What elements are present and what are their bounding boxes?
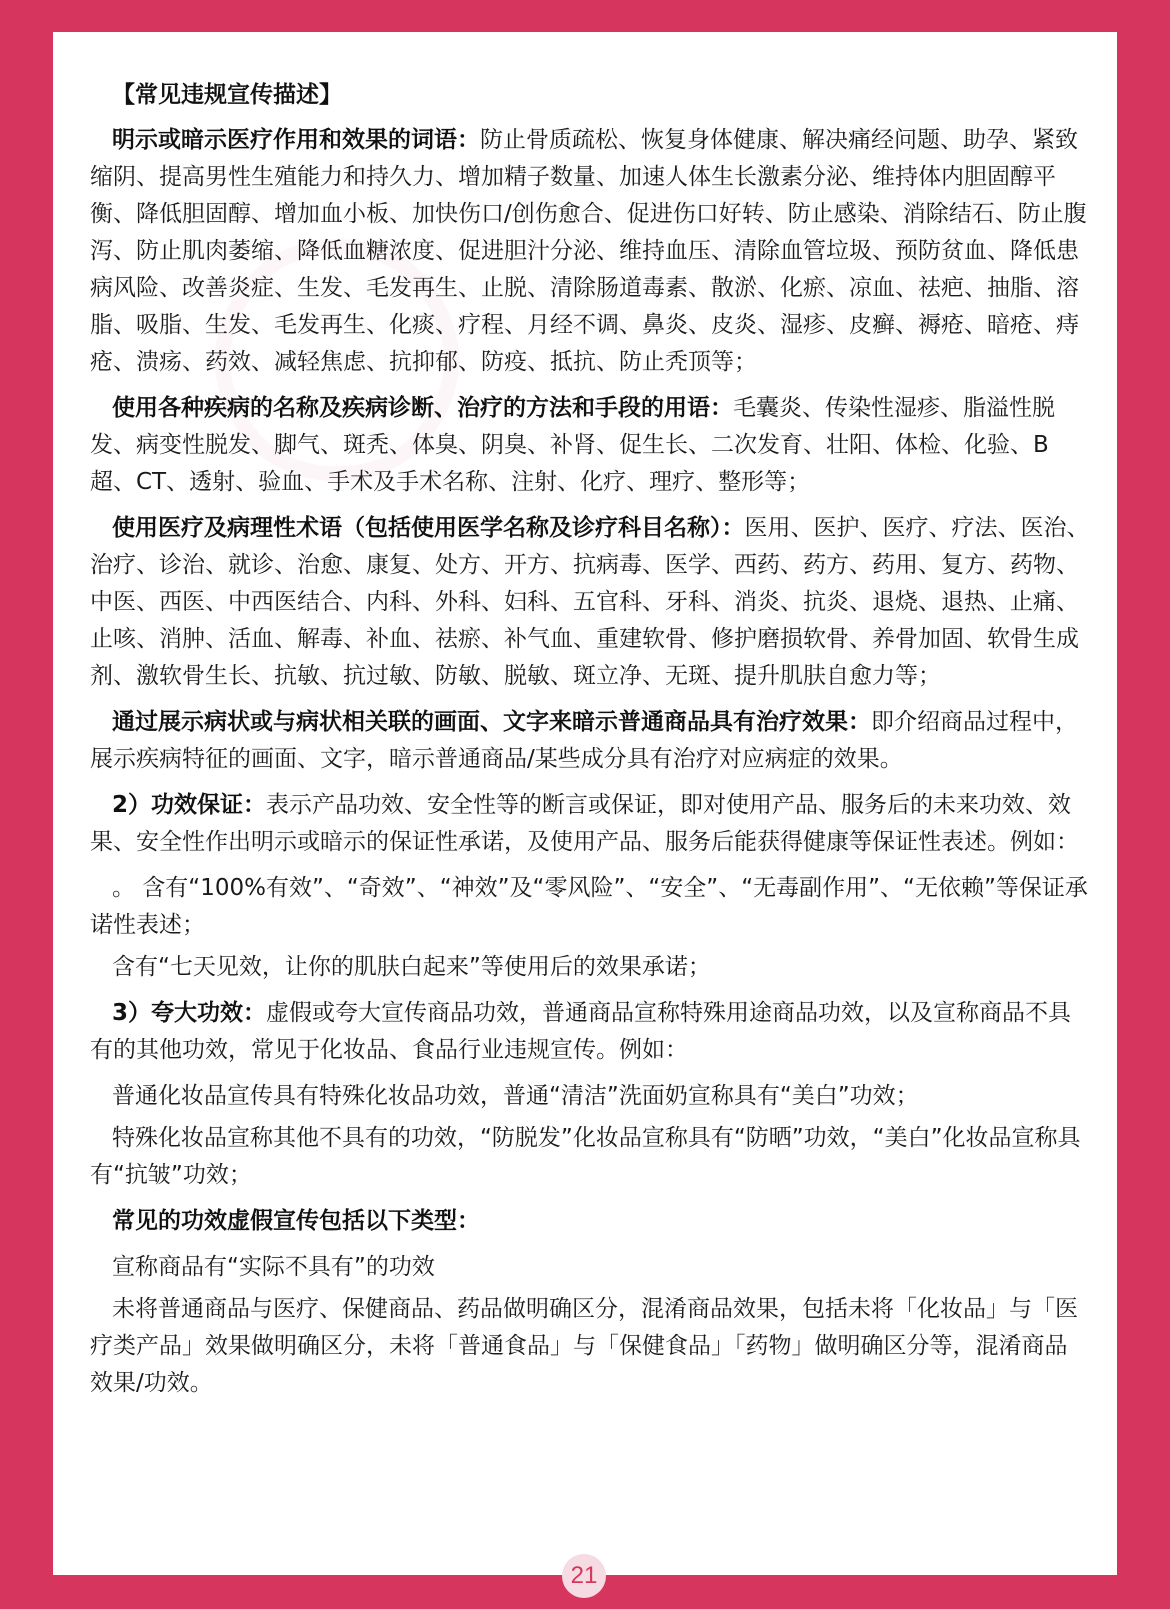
paragraph-disease-terms: 使用各种疾病的名称及疾病诊断、治疗的方法和手段的用语：毛囊炎、传染性湿疹、脂溢性脱发、病变性脱发、脚气、斑秃、体臭、阴臭、补肾、促生长、二次发育、壮阳、体检、化验、B超、CT、透射、验血、手术及手术名称、注射、化疗、理疗、整形等； xyxy=(90,395,1055,495)
example-guarantee-2: 含有“七天见效，让你的肌肤白起来”等使用后的效果承诺； xyxy=(112,954,711,980)
type-item-1: 宣称商品有“实际不具有”的功效 xyxy=(112,1254,435,1280)
types-heading: 常见的功效虚假宣传包括以下类型： xyxy=(112,1208,480,1234)
paragraph-medical-terminology: 使用医疗及病理性术语（包括使用医学名称及诊疗科目名称）：医用、医护、医疗、疗法、医治、治疗、诊治、就诊、治愈、康复、处方、开方、抗病毒、医学、西药、药方、药用、复方、药物、中医、西医、中西医结合、内科、外科、妇科、五官科、牙科、消炎、抗炎、退烧、退热、止痛、止咳、消肿、活血、解毒、补血、祛瘀、补气血、重建软骨、修护磨损软骨、养骨加固、软骨生成剂、激软骨生长、抗敏、抗过敏、防敏、脱敏、斑立净、无斑、提升肌肤自愈力等； xyxy=(90,515,1090,689)
page-number: 21 xyxy=(562,1554,606,1598)
paragraph-exaggerated-efficacy: 3）夸大功效：虚假或夸大宣传商品功效，普通商品宣称特殊用途商品功效，以及宣称商品不具有的其他功效，常见于化妆品、食品行业违规宣传。例如： xyxy=(90,1000,1072,1063)
paragraph-symptom-display: 通过展示病状或与病状相关联的画面、文字来暗示普通商品具有治疗效果：即介绍商品过程中，展示疾病特征的画面、文字，暗示普通商品/某些成分具有治疗对应病症的效果。 xyxy=(90,709,1078,772)
paragraph-efficacy-guarantee: 2）功效保证：表示产品功效、安全性等的断言或保证，即对使用产品、服务后的未来功效、效果、安全性作出明示或暗示的保证性承诺，及使用产品、服务后能获得健康等保证性表述。例如： xyxy=(90,792,1079,855)
document-page xyxy=(53,32,1117,1575)
paragraph-medical-effects: 明示或暗示医疗作用和效果的词语：防止骨质疏松、恢复身体健康、解决痛经问题、助孕、紧致缩阴、提高男性生殖能力和持久力、增加精子数量、加速人体生长激素分泌、维持体内胆固醇平衡、降低胆固醇、增加血小板、加快伤口/创伤愈合、促进伤口好转、防止感染、消除结石、防止腹泻、防止肌肉萎缩、降低血糖浓度、促进胆汁分泌、维持血压、清除血管垃圾、预防贫血、降低患病风险、改善炎症、生发、毛发再生、止脱、清除肠道毒素、散淤、化瘀、凉血、祛疤、抽脂、溶脂、吸脂、生发、毛发再生、化痰、疗程、月经不调、鼻炎、皮炎、湿疹、皮癣、褥疮、暗疮、痔疮、溃疡、药效、减轻焦虑、抗抑郁、防疫、抵抗、防止秃顶等； xyxy=(90,127,1087,375)
section-title: 【常见违规宣传描述】 xyxy=(112,82,342,108)
example-exaggeration-2: 特殊化妆品宣称其他不具有的功效，“防脱发”化妆品宣称具有“防晒”功效，“美白”化妆品宣称具有“抗皱”功效； xyxy=(90,1125,1081,1188)
example-exaggeration-1: 普通化妆品宣传具有特殊化妆品功效，普通“清洁”洗面奶宣称具有“美白”功效； xyxy=(112,1083,919,1109)
page-content xyxy=(90,77,1090,1411)
example-guarantee-1: 。 含有“100%有效”、“奇效”、“神效”及“零风险”、“安全”、“无毒副作用”、“无依赖”等保证承诺性表述； xyxy=(90,875,1088,938)
type-item-2: 未将普通商品与医疗、保健商品、药品做明确区分，混淆商品效果，包括未将「化妆品」与「医疗类产品」效果做明确区分，未将「普通食品」与「保健食品」「药物」做明确区分等，混淆商品效果/功效。 xyxy=(90,1296,1078,1396)
